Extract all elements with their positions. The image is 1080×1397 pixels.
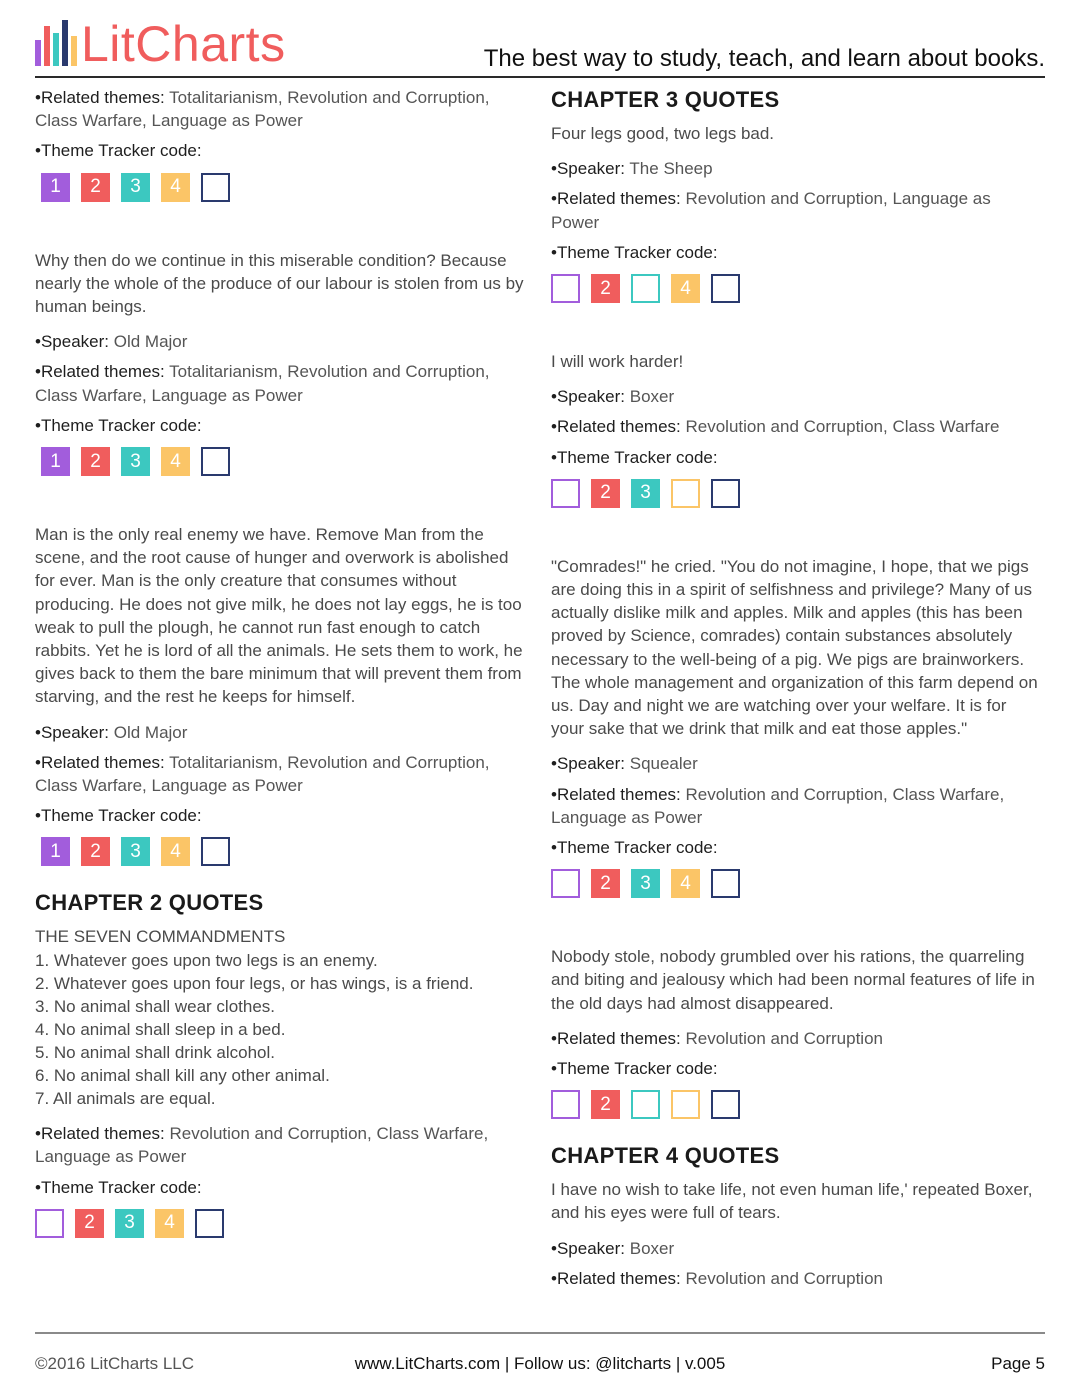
theme-box-2: 2 <box>591 1090 620 1119</box>
quote-block <box>551 945 1041 1120</box>
theme-box-4: 4 <box>161 447 190 476</box>
theme-box-4: 4 <box>671 274 700 303</box>
theme-tracker <box>41 173 525 203</box>
related-themes: •Related themes: Revolution and Corruption, Language as Power <box>551 189 991 232</box>
footer-links[interactable]: www.LitCharts.com | Follow us: @litcharts | v.005 <box>354 1354 726 1373</box>
seven-commandments: THE SEVEN COMMANDMENTS 1. Whatever goes upon two legs is an enemy. 2. Whatever goes upon four legs, or has wings, is a friend. 3. No animal shall wear clothes. 4. No animal shall sleep in a bed. 5. No animal shall drink alcohol. 6. No animal shall kill any other animal. 7. All animals are equal. <box>35 927 474 1109</box>
theme-box-5 <box>711 274 740 303</box>
theme-box-4 <box>671 479 700 508</box>
logo-text: LitCharts <box>81 16 286 72</box>
theme-box-4 <box>671 1090 700 1119</box>
footer-divider <box>35 1332 1045 1334</box>
theme-tracker-label: •Theme Tracker code: <box>35 806 202 826</box>
quote-block <box>551 122 1041 304</box>
theme-box-2: 2 <box>75 1209 104 1238</box>
theme-tracker-label: •Theme Tracker code: <box>551 242 718 262</box>
speaker: •Speaker: Old Major <box>35 722 188 742</box>
theme-box-3 <box>631 1090 660 1119</box>
theme-box-1 <box>551 479 580 508</box>
page-number: Page 5 <box>991 1354 1045 1373</box>
theme-box-4: 4 <box>155 1209 184 1238</box>
quote-text: I have no wish to take life, not even human life,' repeated Boxer, and his eyes were full of tears. <box>551 1180 1033 1223</box>
speaker: •Speaker: Squealer <box>551 754 698 774</box>
related-themes: •Related themes: Revolution and Corruption, Class Warfare <box>551 417 1000 437</box>
theme-box-2: 2 <box>591 274 620 303</box>
page-header <box>35 14 1045 78</box>
theme-box-5 <box>195 1209 224 1238</box>
quote-block <box>551 1178 1041 1290</box>
theme-box-3: 3 <box>631 479 660 508</box>
theme-box-4: 4 <box>671 869 700 898</box>
theme-box-5 <box>711 1090 740 1119</box>
theme-box-5 <box>201 447 230 476</box>
theme-tracker-label: •Theme Tracker code: <box>35 415 202 435</box>
theme-box-5 <box>201 173 230 202</box>
quote-text: "Comrades!" he cried. "You do not imagine, I hope, that we pigs are doing this in a spirit of selfishness and privilege? Many of us actually dislike milk and apples. Milk and apples (this has been proved by Science, comrades) contain substances absolutely necessary to the well-being of a pig. We pigs are brainworkers. The whole management and organization of this farm depend on us. Day and night we are watching over your welfare. It is for your sake that we drink that milk and eat those apples." <box>551 556 1038 739</box>
theme-tracker-label: •Theme Tracker code: <box>35 1177 202 1197</box>
theme-tracker <box>551 274 1041 304</box>
theme-tracker <box>551 869 1041 899</box>
speaker: •Speaker: Old Major <box>35 332 188 352</box>
theme-box-1: 1 <box>41 447 70 476</box>
theme-box-3: 3 <box>121 173 150 202</box>
page-footer <box>35 1354 1045 1378</box>
related-themes: •Related themes: Revolution and Corruption, Class Warfare, Language as Power <box>35 1124 489 1167</box>
related-themes: •Related themes: Revolution and Corruption, Class Warfare, Language as Power <box>551 784 1005 827</box>
quote-text: Why then do we continue in this miserable condition? Because nearly the whole of the produce of our labour is stolen from us by human beings. <box>35 250 524 317</box>
theme-tracker-label: •Theme Tracker code: <box>551 447 718 467</box>
quote-block <box>551 350 1041 509</box>
theme-box-3: 3 <box>115 1209 144 1238</box>
theme-tracker <box>41 447 525 477</box>
theme-tracker <box>551 1090 1041 1120</box>
left-column <box>35 86 525 1239</box>
chapter-4-heading: CHAPTER 4 QUOTES <box>551 1143 780 1169</box>
quote-block <box>35 86 525 203</box>
related-themes: •Related themes: Totalitarianism, Revolution and Corruption, Class Warfare, Language as Power <box>35 752 490 796</box>
logo-books-icon <box>35 18 77 66</box>
theme-box-3: 3 <box>121 837 150 866</box>
quote-block <box>35 523 525 867</box>
theme-tracker-label: •Theme Tracker code: <box>551 838 718 858</box>
quote-text: Nobody stole, nobody grumbled over his rations, the quarreling and biting and jealousy which had been normal features of life in the old days had almost disappeared. <box>551 947 1035 1013</box>
theme-tracker-label: •Theme Tracker code: <box>551 1059 718 1079</box>
theme-box-5 <box>201 837 230 866</box>
theme-box-5 <box>711 479 740 508</box>
theme-box-1 <box>35 1209 64 1238</box>
theme-box-2: 2 <box>591 869 620 898</box>
quote-text: Man is the only real enemy we have. Remove Man from the scene, and the root cause of hunger and overwork is abolished for ever. Man is the only creature that consumes without producing. He does not give milk, he does not lay eggs, he is too weak to pull the plough, he cannot run fast enough to catch rabbits. Yet he is lord of all the animals. He sets them to work, he gives back to them the bare minimum that will prevent them from starving, and the rest he keeps for himself. <box>35 525 523 707</box>
theme-tracker <box>35 1209 525 1239</box>
theme-tracker <box>41 837 525 867</box>
theme-box-2: 2 <box>81 837 110 866</box>
quote-block <box>35 249 525 477</box>
speaker: •Speaker: The Sheep <box>551 159 713 179</box>
theme-box-1: 1 <box>41 173 70 202</box>
theme-box-1 <box>551 274 580 303</box>
theme-box-4: 4 <box>161 173 190 202</box>
theme-box-2: 2 <box>81 447 110 476</box>
header-tagline: The best way to study, teach, and learn about books. <box>483 45 1045 72</box>
quote-text: Four legs good, two legs bad. <box>551 124 775 143</box>
footer-copyright: ©2016 LitCharts LLC <box>35 1354 195 1373</box>
theme-box-3: 3 <box>121 447 150 476</box>
theme-box-4: 4 <box>161 837 190 866</box>
speaker: •Speaker: Boxer <box>551 387 675 407</box>
speaker: •Speaker: Boxer <box>551 1238 675 1258</box>
theme-box-3 <box>631 274 660 303</box>
theme-tracker-label: •Theme Tracker code: <box>35 141 202 161</box>
related-themes: •Related themes: Totalitarianism, Revolution and Corruption, Class Warfare, Language as Power <box>35 88 490 131</box>
related-themes: •Related themes: Revolution and Corruption <box>551 1268 883 1288</box>
related-themes: •Related themes: Revolution and Corruption <box>551 1028 883 1048</box>
theme-box-1: 1 <box>41 837 70 866</box>
right-column <box>551 86 1041 1297</box>
litcharts-logo[interactable] <box>35 16 286 72</box>
theme-box-2: 2 <box>591 479 620 508</box>
theme-box-1 <box>551 1090 580 1119</box>
chapter-2-heading: CHAPTER 2 QUOTES <box>35 890 264 916</box>
theme-box-1 <box>551 869 580 898</box>
quote-block <box>551 555 1041 899</box>
related-themes: •Related themes: Totalitarianism, Revolution and Corruption, Class Warfare, Language as Power <box>35 362 490 405</box>
quote-text: I will work harder! <box>551 352 684 372</box>
theme-box-5 <box>711 869 740 898</box>
chapter-3-heading: CHAPTER 3 QUOTES <box>551 87 780 112</box>
theme-box-2: 2 <box>81 173 110 202</box>
theme-box-3: 3 <box>631 869 660 898</box>
theme-tracker <box>551 479 1041 509</box>
